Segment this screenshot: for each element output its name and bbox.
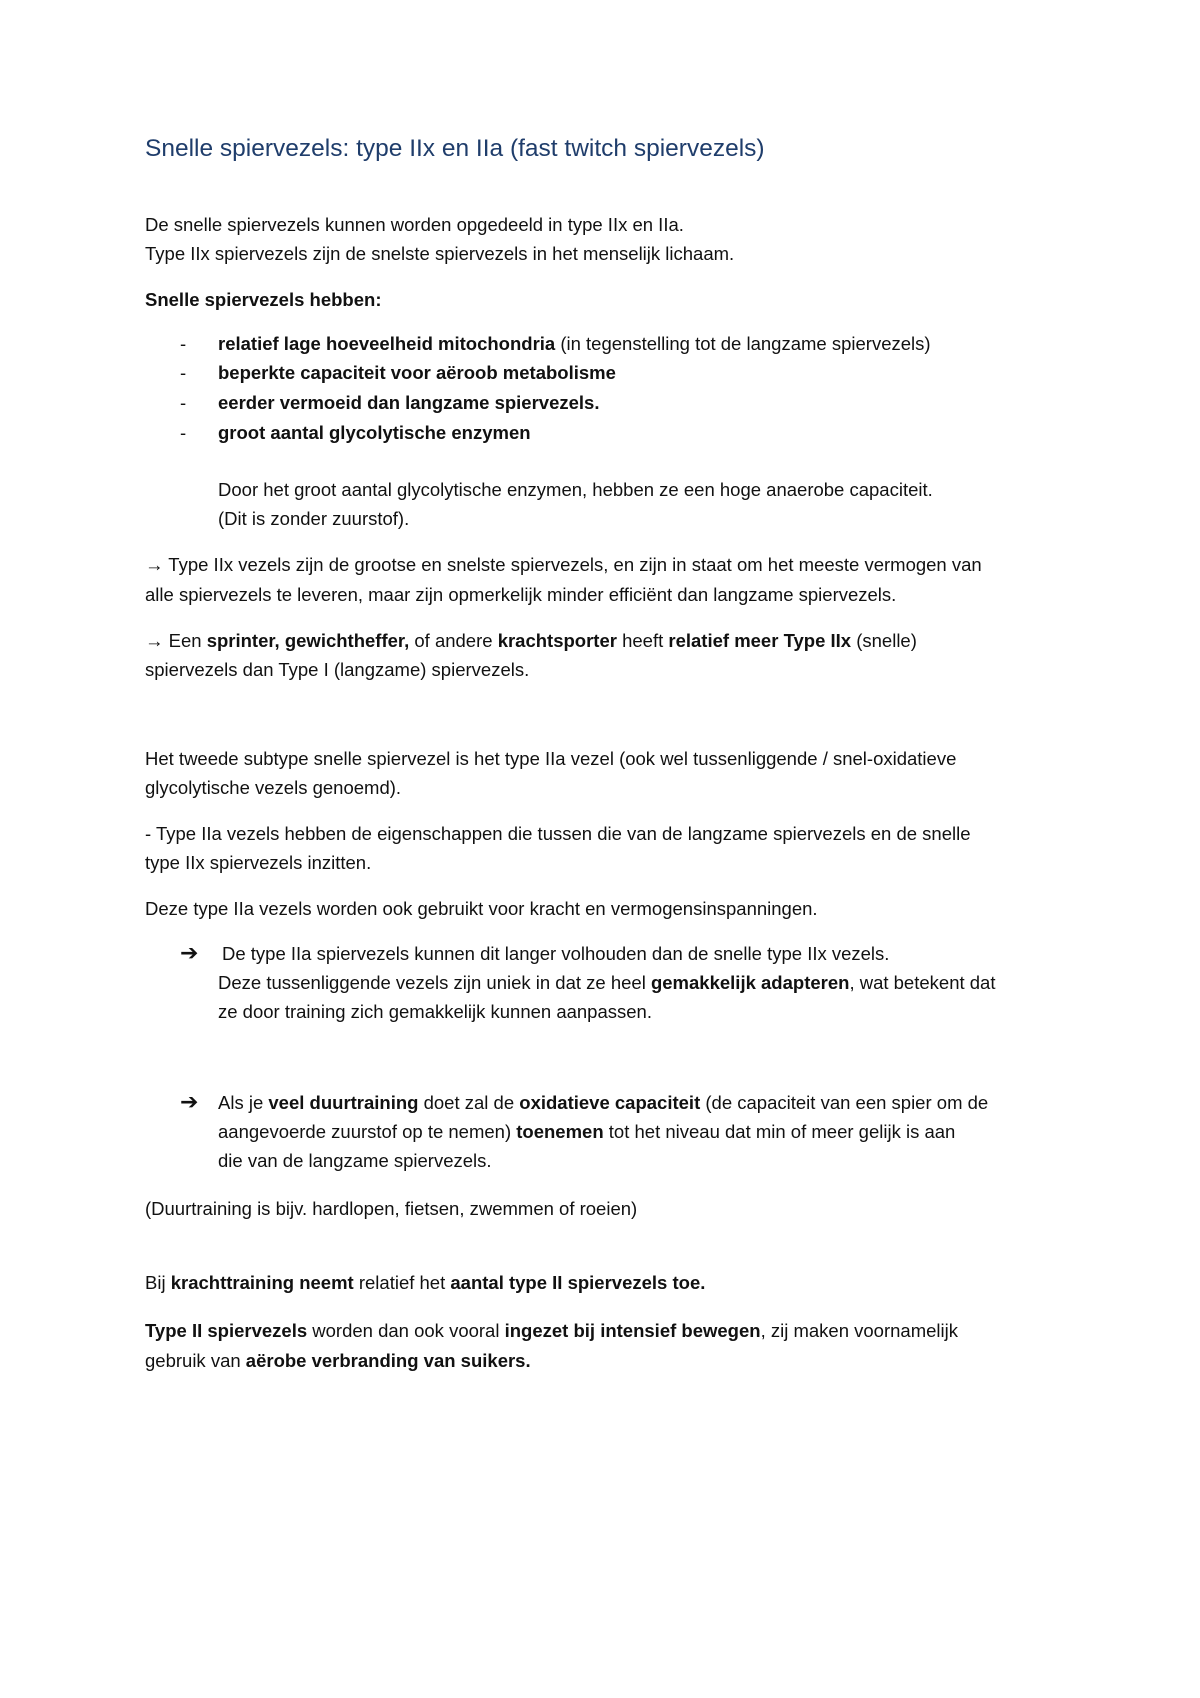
text-run: heeft	[616, 630, 669, 651]
text-run: (snelle)	[851, 630, 917, 651]
type2-paragraph-line-1	[145, 1320, 958, 1342]
text-run: relatief het	[353, 1272, 451, 1293]
arrow-item-1-line-1: De type IIa spiervezels kunnen dit langer volhouden dan de snelle type IIx vezels.	[222, 943, 890, 964]
bullet-marker: -	[180, 422, 187, 443]
text-run: aangevoerde zuurstof op te nemen)	[218, 1121, 517, 1142]
sprinter-paragraph-line-1	[145, 630, 917, 652]
glycolytic-note-line-2: (Dit is zonder zuurstof).	[218, 508, 410, 529]
arrow-icon: ➔	[180, 940, 199, 965]
text-run-bold: aërobe verbranding van suikers.	[245, 1350, 531, 1371]
text-run-bold: veel duurtraining	[268, 1092, 419, 1113]
properties-paragraph-line-1: - Type IIa vezels hebben de eigenschappen die tussen die van de langzame spiervezels en de snelle	[145, 823, 971, 844]
iia-paragraph-line-2: glycolytische vezels genoemd).	[145, 777, 402, 798]
text-run-bold: krachttraining neemt	[170, 1272, 354, 1293]
bullet-marker: -	[180, 392, 187, 413]
glycolytic-note-line-1: Door het groot aantal glycolytische enzymen, hebben ze een hoge anaerobe capaciteit.	[218, 479, 933, 500]
list-item: groot aantal glycolytische enzymen	[218, 422, 531, 443]
text-run-bold: toenemen	[516, 1121, 604, 1142]
krachttraining-paragraph	[145, 1272, 705, 1294]
list-heading: Snelle spiervezels hebben:	[145, 289, 382, 310]
arrow-item-1-line-3: ze door training zich gemakkelijk kunnen aanpassen.	[218, 1001, 652, 1022]
list-item: eerder vermoeid dan langzame spiervezels.	[218, 392, 600, 413]
text-run-bold: relatief meer Type IIx	[668, 630, 852, 651]
text-run-bold: ingezet bij intensief bewegen	[504, 1320, 761, 1341]
kracht-paragraph: Deze type IIa vezels worden ook gebruikt voor kracht en vermogensinspanningen.	[145, 898, 818, 919]
page-title: Snelle spiervezels: type IIx en IIa (fast twitch spiervezels)	[145, 135, 765, 162]
text-run-bold: sprinter, gewichtheffer,	[206, 630, 410, 651]
arrow-item-2-line-1	[218, 1092, 988, 1114]
list-item	[218, 333, 931, 355]
list-item: beperkte capaciteit voor aëroob metabolisme	[218, 362, 616, 383]
text-run: Bij	[145, 1272, 171, 1293]
text-run: Als je	[218, 1092, 269, 1113]
text-run: (de capaciteit van een spier om de	[700, 1092, 989, 1113]
iix-paragraph-line-1: → Type IIx vezels zijn de grootse en snelste spiervezels, en zijn in staat om het meeste vermogen van	[145, 554, 982, 575]
bullet-marker: -	[180, 333, 187, 354]
text-run: → Een	[145, 630, 207, 651]
duurtraining-note: (Duurtraining is bijv. hardlopen, fietsen, zwemmen of roeien)	[145, 1198, 638, 1219]
text-run: of andere	[409, 630, 498, 651]
text-run: gebruik van	[145, 1350, 246, 1371]
type2-paragraph-line-2	[145, 1350, 531, 1372]
arrow-item-1-line-2	[218, 972, 995, 994]
arrow-icon: ➔	[180, 1089, 199, 1114]
text-run-bold: gemakkelijk adapteren	[650, 972, 850, 993]
intro-line-1: De snelle spiervezels kunnen worden opgedeeld in type IIx en IIa.	[145, 214, 684, 235]
properties-paragraph-line-2: type IIx spiervezels inzitten.	[145, 852, 372, 873]
intro-line-2: Type IIx spiervezels zijn de snelste spiervezels in het menselijk lichaam.	[145, 243, 735, 264]
arrow-item-2-line-2	[218, 1121, 955, 1143]
text-run: tot het niveau dat min of meer gelijk is aan	[603, 1121, 956, 1142]
text-run: , zij maken voornamelijk	[760, 1320, 958, 1341]
text-run-bold: krachtsporter	[497, 630, 617, 651]
text-run-bold: Type II spiervezels	[145, 1320, 308, 1341]
text-run: worden dan ook vooral	[307, 1320, 505, 1341]
iix-paragraph-line-2: alle spiervezels te leveren, maar zijn opmerkelijk minder efficiënt dan langzame spiervezels.	[145, 584, 897, 605]
list-item-text: (in tegenstelling tot de langzame spiervezels)	[555, 333, 931, 354]
list-item-bold: relatief lage hoeveelheid mitochondria	[218, 333, 556, 354]
text-run-bold: oxidatieve capaciteit	[519, 1092, 701, 1113]
iia-paragraph-line-1: Het tweede subtype snelle spiervezel is het type IIa vezel (ook wel tussenliggende / snel-oxidatieve	[145, 748, 957, 769]
arrow-item-2-line-3: die van de langzame spiervezels.	[218, 1150, 492, 1171]
text-run: doet zal de	[418, 1092, 520, 1113]
text-run: Deze tussenliggende vezels zijn uniek in dat ze heel	[218, 972, 651, 993]
text-run-bold: aantal type II spiervezels toe.	[450, 1272, 706, 1293]
sprinter-paragraph-line-2: spiervezels dan Type I (langzame) spiervezels.	[145, 659, 530, 680]
bullet-marker: -	[180, 362, 187, 383]
text-run: , wat betekent dat	[849, 972, 996, 993]
